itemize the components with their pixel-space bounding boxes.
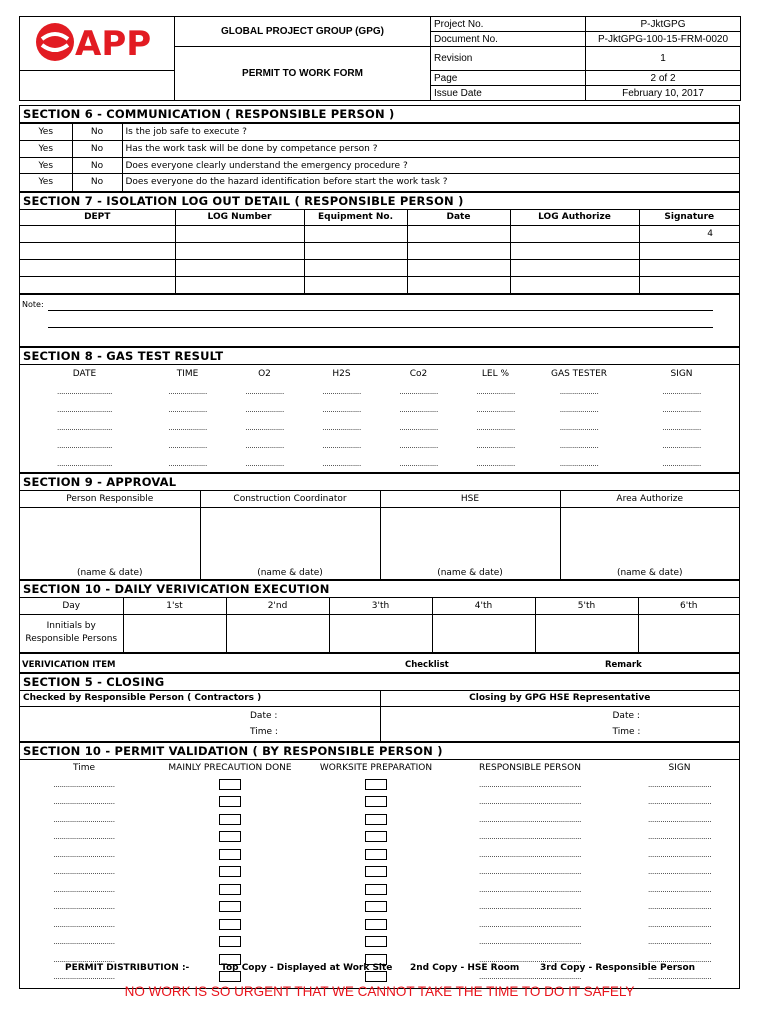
dotted-field[interactable]: ........................... — [56, 404, 113, 414]
dotted-field[interactable]: ........................... — [56, 422, 113, 432]
section-10-daily — [19, 580, 740, 673]
worksite-checkbox[interactable] — [365, 866, 387, 877]
day-header: 4'th — [432, 598, 535, 614]
precaution-checkbox[interactable] — [219, 919, 241, 930]
gas-row — [20, 436, 739, 454]
person-field[interactable]: .................................................. — [478, 832, 582, 842]
section-9 — [19, 473, 740, 580]
dotted-field[interactable]: ................... — [322, 440, 361, 450]
column-header: H2S — [332, 368, 351, 379]
closing-right-box[interactable] — [380, 707, 739, 741]
closing-left-box[interactable] — [20, 707, 380, 741]
app-logo-icon — [33, 17, 161, 67]
column-header: MAINLY PRECAUTION DONE — [168, 762, 292, 773]
dotted-field[interactable]: ................... — [559, 422, 599, 432]
time-field[interactable]: .............................. — [53, 972, 115, 982]
meta-value: P-JktGPG-100-15-FRM-0020 — [586, 32, 741, 47]
precaution-checkbox[interactable] — [219, 866, 241, 877]
meta-value: 2 of 2 — [586, 71, 741, 86]
section-title: SECTION 9 - APPROVAL — [20, 474, 739, 491]
table-cell[interactable] — [407, 243, 510, 260]
dotted-field[interactable]: ................... — [322, 422, 361, 432]
day-header: 1'st — [123, 598, 226, 614]
meta-label: Page — [431, 71, 586, 86]
no-option[interactable]: No — [72, 124, 122, 141]
table-cell[interactable] — [20, 277, 175, 294]
dotted-field[interactable]: ................... — [245, 404, 284, 414]
question-text: Does everyone clearly understand the emergency procedure ? — [122, 158, 739, 174]
copy-second: 2nd Copy - HSE Room — [410, 963, 520, 973]
table-cell[interactable] — [20, 226, 175, 243]
date-label: Date : — [612, 711, 640, 721]
worksite-checkbox[interactable] — [365, 831, 387, 842]
closing-left-header: Checked by Responsible Person ( Contractors ) — [20, 691, 380, 707]
worksite-checkbox[interactable] — [365, 849, 387, 860]
table-cell[interactable] — [304, 260, 407, 277]
precaution-checkbox[interactable] — [219, 796, 241, 807]
column-header: LOG Number — [175, 210, 304, 226]
dotted-field[interactable]: ................... — [399, 440, 438, 450]
dotted-field[interactable]: ................... — [662, 440, 701, 450]
dotted-field[interactable]: ................... — [168, 422, 207, 432]
sign-field[interactable]: ............................... — [647, 937, 712, 947]
note-line — [48, 310, 713, 311]
table-cell[interactable] — [510, 277, 639, 294]
section-7 — [19, 192, 740, 348]
person-field[interactable]: .................................................. — [478, 849, 582, 859]
initial-cell[interactable] — [123, 614, 226, 652]
table-cell[interactable] — [20, 260, 175, 277]
worksite-checkbox[interactable] — [365, 901, 387, 912]
dotted-field[interactable]: ................... — [399, 422, 438, 432]
section-5 — [19, 673, 740, 742]
dotted-field[interactable]: ........................... — [56, 458, 113, 468]
gas-row — [20, 418, 739, 436]
initial-cell[interactable] — [226, 614, 329, 652]
person-field[interactable]: .................................................. — [478, 814, 582, 824]
precaution-checkbox[interactable] — [219, 849, 241, 860]
copy-third: 3rd Copy - Responsible Person — [540, 963, 696, 973]
validation-row — [20, 898, 739, 916]
gas-row — [20, 400, 739, 418]
copy-top: Top Copy - Displayed at Work Site — [221, 963, 393, 973]
meta-label: Document No. — [431, 32, 586, 47]
time-label: Time : — [250, 727, 278, 737]
meta-value: 1 — [586, 47, 741, 71]
remark-label: Remark — [605, 659, 642, 670]
checklist-label: Checklist — [405, 659, 449, 670]
column-header: Signature — [639, 210, 739, 226]
precaution-checkbox[interactable] — [219, 936, 241, 947]
person-field[interactable]: .................................................. — [478, 937, 582, 947]
verification-item-row — [20, 659, 739, 672]
validation-row — [20, 916, 739, 934]
person-field[interactable]: .................................................. — [478, 867, 582, 877]
table-cell[interactable] — [510, 243, 639, 260]
dotted-field[interactable]: ................... — [559, 386, 599, 396]
column-header: SIGN — [670, 368, 693, 379]
column-header: SIGN — [668, 762, 691, 773]
table-cell[interactable] — [304, 226, 407, 243]
day-label: Day — [20, 598, 123, 614]
dotted-field[interactable]: ................... — [245, 422, 284, 432]
question-text: Is the job safe to execute ? — [122, 124, 739, 141]
person-field[interactable]: .................................................. — [478, 919, 582, 929]
table-cell[interactable] — [175, 260, 304, 277]
name-date-label: (name & date) — [616, 568, 683, 578]
section-title: SECTION 10 - PERMIT VALIDATION ( BY RESPONSIBLE PERSON ) — [20, 743, 739, 760]
person-field[interactable]: .................................................. — [478, 902, 582, 912]
item-label: VERIVICATION ITEM — [22, 659, 116, 670]
signature-box[interactable] — [200, 507, 380, 579]
column-header: Co2 — [409, 368, 428, 379]
name-date-label: (name & date) — [76, 568, 143, 578]
signature-cell[interactable] — [639, 277, 739, 294]
table-cell[interactable] — [510, 226, 639, 243]
signature-box[interactable] — [20, 507, 200, 579]
meta-label: Revision — [431, 47, 586, 71]
day-header: 3'th — [329, 598, 432, 614]
time-field[interactable]: .............................. — [53, 832, 115, 842]
dotted-field[interactable]: ................... — [245, 386, 284, 396]
company-name: GLOBAL PROJECT GROUP (GPG) — [175, 17, 431, 47]
validation-row — [20, 793, 739, 811]
sign-field[interactable]: ............................... — [647, 919, 712, 929]
worksite-checkbox[interactable] — [365, 814, 387, 825]
column-header: LEL % — [481, 368, 510, 379]
dotted-field[interactable]: ................... — [662, 458, 701, 468]
date-label: Date : — [250, 711, 278, 721]
section-6 — [19, 105, 740, 192]
dotted-field[interactable]: ................... — [476, 404, 515, 414]
person-field[interactable]: .................................................. — [478, 779, 582, 789]
question-text: Has the work task will be done by competance person ? — [122, 141, 739, 158]
column-header: LOG Authorize — [510, 210, 639, 226]
sign-field[interactable]: ............................... — [647, 797, 712, 807]
table-cell[interactable] — [304, 277, 407, 294]
table-cell[interactable] — [20, 243, 175, 260]
sign-field[interactable]: ............................... — [647, 867, 712, 877]
dotted-field[interactable]: ........................... — [56, 440, 113, 450]
approval-table — [20, 491, 739, 579]
question-text: Does everyone do the hazard identification before start the work task ? — [122, 174, 739, 191]
validation-row — [20, 828, 739, 846]
column-header: GAS TESTER — [550, 368, 608, 379]
initial-cell[interactable] — [638, 614, 739, 652]
dotted-field[interactable]: ................... — [399, 386, 438, 396]
yes-option[interactable]: Yes — [20, 141, 72, 158]
worksite-checkbox[interactable] — [365, 796, 387, 807]
precaution-checkbox[interactable] — [219, 831, 241, 842]
no-option[interactable]: No — [72, 141, 122, 158]
dotted-field[interactable]: ................... — [476, 440, 515, 450]
name-date-label: (name & date) — [437, 568, 503, 578]
dotted-field[interactable]: ................... — [168, 458, 207, 468]
day-header: 2'nd — [226, 598, 329, 614]
dotted-field[interactable]: ................... — [245, 440, 284, 450]
time-field[interactable]: .............................. — [53, 814, 115, 824]
dotted-field[interactable]: ................... — [245, 458, 284, 468]
validation-row — [20, 776, 739, 794]
dotted-field[interactable]: ................... — [322, 386, 361, 396]
no-option[interactable]: No — [72, 174, 122, 191]
person-field[interactable]: .................................................. — [478, 797, 582, 807]
column-header: O2 — [258, 368, 271, 379]
time-field[interactable]: .............................. — [53, 849, 115, 859]
safety-warning: NO WORK IS SO URGENT THAT WE CANNOT TAKE THE TIME TO DO IT SAFELY — [124, 984, 635, 999]
column-header: RESPONSIBLE PERSON — [479, 762, 581, 773]
column-header: Equipment No. — [304, 210, 407, 226]
company-logo — [20, 17, 175, 71]
table-cell[interactable] — [304, 243, 407, 260]
column-header: WORKSITE PREPARATION — [319, 762, 433, 773]
dotted-field[interactable]: ................... — [322, 458, 361, 468]
time-field[interactable]: .............................. — [53, 902, 115, 912]
time-label: Time : — [612, 727, 641, 737]
dotted-field[interactable]: ................... — [476, 386, 515, 396]
closing-table — [20, 691, 739, 741]
logo-text: APP — [75, 24, 152, 64]
dotted-field[interactable]: ................... — [476, 422, 515, 432]
validation-row — [20, 811, 739, 829]
section-title: SECTION 8 - GAS TEST RESULT — [20, 348, 739, 365]
form-header — [19, 16, 741, 101]
dotted-field[interactable]: ................... — [559, 404, 599, 414]
table-cell[interactable] — [175, 277, 304, 294]
table-cell[interactable] — [407, 260, 510, 277]
initial-cell[interactable] — [329, 614, 432, 652]
permit-form — [19, 16, 740, 989]
dotted-field[interactable]: ................... — [168, 440, 207, 450]
meta-label: Issue Date — [431, 86, 586, 101]
dotted-field[interactable]: ................... — [559, 440, 599, 450]
validation-row — [20, 881, 739, 899]
day-header: 6'th — [638, 598, 739, 614]
precaution-checkbox[interactable] — [219, 779, 241, 790]
person-field[interactable]: .................................................. — [478, 972, 582, 982]
isolation-table — [20, 210, 739, 295]
section-10-validation — [19, 742, 740, 989]
sign-field[interactable]: ............................... — [647, 832, 712, 842]
time-field[interactable]: .............................. — [53, 937, 115, 947]
signature-cell[interactable]: 4 — [639, 226, 739, 243]
dotted-field[interactable]: ................... — [476, 458, 515, 468]
person-field[interactable]: .................................................. — [478, 954, 582, 964]
signature-box[interactable] — [560, 507, 739, 579]
precaution-checkbox[interactable] — [219, 884, 241, 895]
worksite-checkbox[interactable] — [365, 936, 387, 947]
closing-right-header: Closing by GPG HSE Representative — [380, 691, 739, 707]
initial-cell[interactable] — [535, 614, 638, 652]
validation-row — [20, 846, 739, 864]
precaution-checkbox[interactable] — [219, 901, 241, 912]
column-header: Date — [407, 210, 510, 226]
signature-cell[interactable] — [639, 243, 739, 260]
sign-field[interactable]: ............................... — [647, 814, 712, 824]
no-option[interactable]: No — [72, 158, 122, 174]
gas-test-table — [20, 365, 739, 472]
time-field[interactable]: .............................. — [53, 867, 115, 877]
dotted-field[interactable]: ................... — [322, 404, 361, 414]
table-cell[interactable] — [407, 226, 510, 243]
validation-row — [20, 933, 739, 951]
dotted-field[interactable]: ................... — [559, 458, 599, 468]
sign-field[interactable]: ............................... — [647, 779, 712, 789]
sign-field[interactable]: ............................... — [647, 902, 712, 912]
time-field[interactable]: .............................. — [53, 919, 115, 929]
section-8 — [19, 347, 740, 473]
signature-cell[interactable] — [639, 260, 739, 277]
communication-table — [20, 123, 739, 191]
dotted-field[interactable]: ................... — [399, 458, 438, 468]
column-header: DEPT — [20, 210, 175, 226]
form-title: PERMIT TO WORK FORM — [175, 47, 431, 101]
dotted-field[interactable]: ................... — [662, 422, 701, 432]
table-cell[interactable] — [175, 243, 304, 260]
worksite-checkbox[interactable] — [365, 779, 387, 790]
sign-field[interactable]: ............................... — [647, 884, 712, 894]
table-cell[interactable] — [407, 277, 510, 294]
section-title: SECTION 10 - DAILY VERIVICATION EXECUTION — [20, 581, 739, 598]
note-label: Note: — [22, 300, 44, 309]
meta-value: P-JktGPG — [586, 17, 741, 32]
column-header: TIME — [176, 368, 199, 379]
column-header: Time — [72, 762, 96, 773]
gas-row — [20, 454, 739, 472]
sign-field[interactable]: ............................... — [647, 849, 712, 859]
time-field[interactable]: .............................. — [53, 797, 115, 807]
table-cell[interactable] — [510, 260, 639, 277]
gas-row — [20, 382, 739, 400]
worksite-checkbox[interactable] — [365, 884, 387, 895]
signature-box[interactable] — [380, 507, 560, 579]
dotted-field[interactable]: ................... — [662, 404, 701, 414]
column-header: DATE — [72, 368, 97, 379]
daily-verification-table — [20, 598, 739, 653]
sign-field[interactable]: ............................... — [647, 972, 712, 982]
time-field[interactable]: .............................. — [53, 884, 115, 894]
section-title: SECTION 7 - ISOLATION LOG OUT DETAIL ( RESPONSIBLE PERSON ) — [20, 193, 739, 210]
validation-row — [20, 863, 739, 881]
sign-field[interactable]: ............................... — [647, 954, 712, 964]
time-field[interactable]: .............................. — [53, 779, 115, 789]
validation-table — [20, 760, 739, 986]
initial-cell[interactable] — [432, 614, 535, 652]
day-header: 5'th — [535, 598, 638, 614]
worksite-checkbox[interactable] — [365, 919, 387, 930]
name-date-label: (name & date) — [257, 568, 323, 578]
dotted-field[interactable]: ................... — [399, 404, 438, 414]
column-header: Person Responsible — [20, 491, 200, 507]
precaution-checkbox[interactable] — [219, 814, 241, 825]
initials-label: Innitials by Responsible Persons — [20, 614, 123, 652]
yes-option[interactable]: Yes — [20, 158, 72, 174]
column-header: HSE — [380, 491, 560, 507]
dotted-field[interactable]: ................... — [168, 404, 207, 414]
dotted-field[interactable]: ................... — [168, 386, 207, 396]
note-line — [48, 327, 713, 328]
yes-option[interactable]: Yes — [20, 174, 72, 191]
table-cell[interactable] — [175, 226, 304, 243]
dotted-field[interactable]: ........................... — [56, 386, 113, 396]
time-field[interactable]: .............................. — [53, 954, 115, 964]
meta-value: February 10, 2017 — [586, 86, 741, 101]
person-field[interactable]: .................................................. — [478, 884, 582, 894]
column-header: Area Authorize — [560, 491, 739, 507]
dotted-field[interactable]: ................... — [662, 386, 701, 396]
section-title: SECTION 5 - CLOSING — [20, 674, 739, 691]
yes-option[interactable]: Yes — [20, 124, 72, 141]
meta-label: Project No. — [431, 17, 586, 32]
section-title: SECTION 6 - COMMUNICATION ( RESPONSIBLE PERSON ) — [20, 106, 739, 123]
distribution-label: PERMIT DISTRIBUTION :- — [65, 963, 190, 973]
column-header: Construction Coordinator — [200, 491, 380, 507]
note-area[interactable] — [20, 294, 739, 346]
